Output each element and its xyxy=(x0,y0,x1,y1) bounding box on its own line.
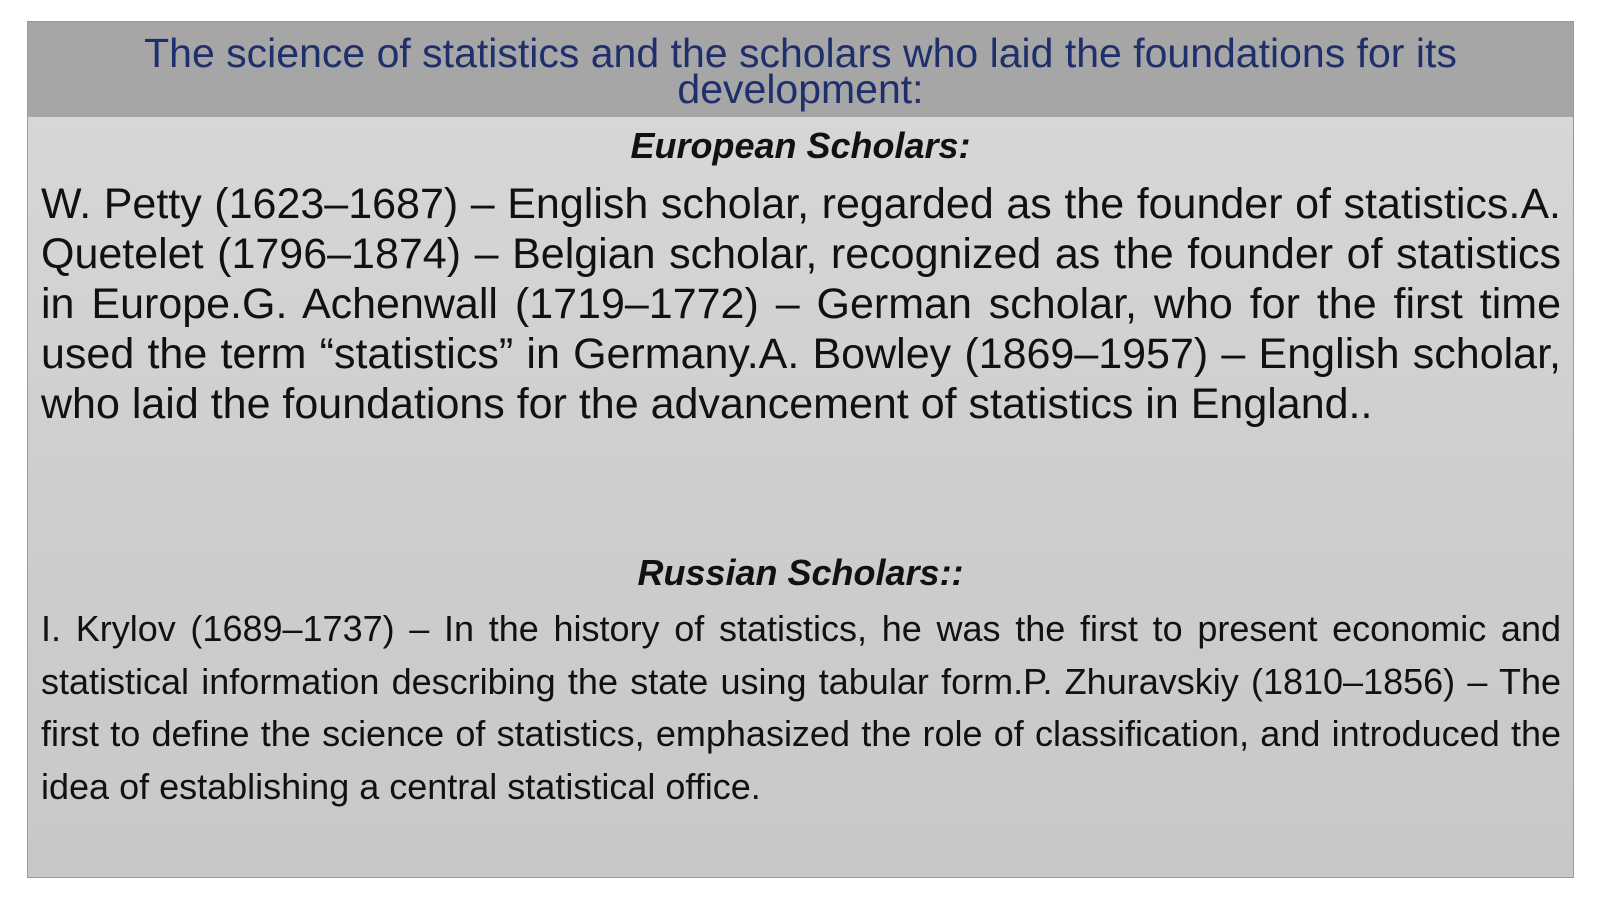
slide-content xyxy=(28,117,1573,878)
european-scholars-text: W. Petty (1623–1687) – English scholar, regarded as the founder of statistics.A. Quetelet (1796–1874) – Belgian scholar, recognized as the founder of statistics in Europe.G. Achenwall (1719–1772) – German scholar, who for the first time used the term “statistics” in Germany.A. Bowley (1869–1957) – English scholar, who laid the foundations for the advancement of statistics in England.. xyxy=(41,180,1561,428)
title-bar xyxy=(28,22,1573,117)
russian-scholars-heading: Russian Scholars:: xyxy=(637,552,964,593)
slide xyxy=(27,21,1574,878)
russian-scholars-text: I. Krylov (1689–1737) – In the history of statistics, he was the first to present economic and statistical information describing the state using tabular form.P. Zhuravskiy (1810–1856) – The first to define the science of statistics, emphasized the role of classification, and introduced the idea of establishing a central statistical office. xyxy=(41,608,1561,807)
european-scholars-heading: European Scholars: xyxy=(630,125,971,166)
slide-title: The science of statistics and the scholars who laid the foundations for its development: xyxy=(144,29,1457,112)
